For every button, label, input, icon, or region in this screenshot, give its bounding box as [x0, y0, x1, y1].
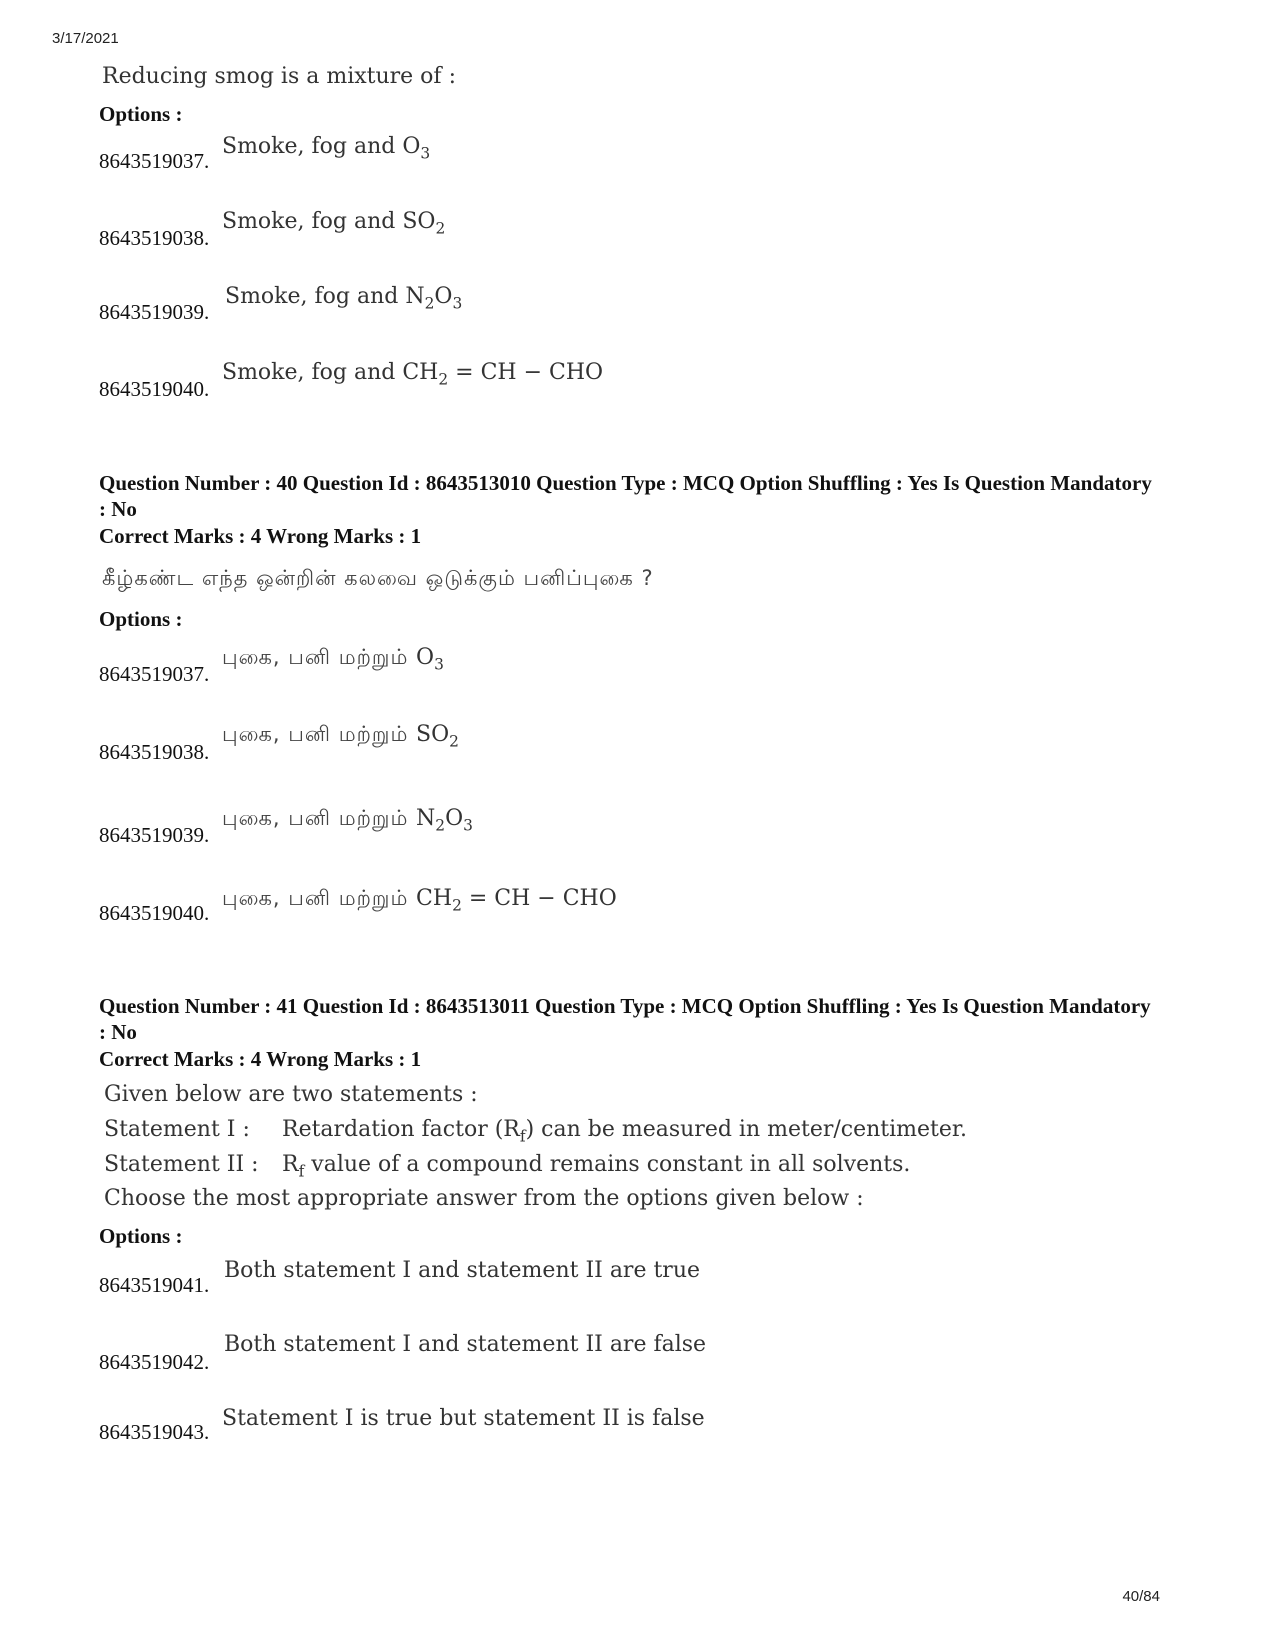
statement-1-label: Statement I :	[104, 1117, 250, 1142]
options-label: Options :	[99, 102, 183, 126]
question-text: கீழ்கண்ட எந்த ஒன்றின் கலவை ஒடுக்கும் பனிப்புகை ?	[102, 566, 654, 590]
option-id: 8643519040.	[99, 377, 210, 401]
question-text: Reducing smog is a mixture of :	[102, 64, 456, 89]
option-id: 8643519037.	[99, 662, 210, 686]
option-id: 8643519038.	[99, 740, 210, 764]
options-label: Options :	[99, 607, 183, 631]
option-id: 8643519039.	[99, 823, 210, 847]
statement-2-label: Statement II :	[104, 1152, 259, 1177]
option-text: Smoke, fog and $O_3$	[222, 134, 431, 163]
option-text: புகை, பனி மற்றும் $CH_2$ = CH − CHO	[222, 886, 617, 915]
option-text: புகை, பனி மற்றும் $N_2O_3$	[222, 806, 473, 835]
option-id: 8643519040.	[99, 901, 210, 925]
option-id: 8643519037.	[99, 149, 210, 173]
option-text: Smoke, fog and $N_2O_3$	[225, 284, 463, 313]
option-id: 8643519038.	[99, 226, 210, 250]
option-text: புகை, பனி மற்றும் $SO_2$	[222, 722, 459, 751]
question-marks: Correct Marks : 4 Wrong Marks : 1	[99, 1047, 422, 1071]
question-meta: Question Number : 40 Question Id : 8643513010 Question Type : MCQ Option Shuffling : Yes Is Question Mandatory : No	[99, 471, 1152, 521]
option-id: 8643519042.	[99, 1350, 210, 1374]
print-date: 3/17/2021	[52, 30, 119, 47]
option-id: 8643519039.	[99, 300, 210, 324]
option-text: Both statement I and statement II are false	[224, 1332, 707, 1357]
option-text: புகை, பனி மற்றும் $O_3$	[222, 645, 444, 674]
statement-2-text: $R_f$ value of a compound remains constant in all solvents.	[282, 1152, 911, 1181]
question-instruction: Choose the most appropriate answer from the options given below :	[104, 1186, 864, 1211]
option-text: Statement I is true but statement II is false	[222, 1406, 705, 1431]
option-id: 8643519041.	[99, 1273, 210, 1297]
question-intro: Given below are two statements :	[104, 1082, 478, 1107]
statement-1-text: Retardation factor $(R_f)$ can be measured in meter/centimeter.	[282, 1117, 968, 1146]
option-text: Both statement I and statement II are true	[224, 1258, 701, 1283]
page-number: 40/84	[1122, 1588, 1160, 1605]
option-text: Smoke, fog and $SO_2$	[222, 209, 446, 238]
options-label: Options :	[99, 1224, 183, 1248]
question-meta: Question Number : 41 Question Id : 8643513011 Question Type : MCQ Option Shuffling : Yes Is Question Mandatory : No	[99, 994, 1151, 1044]
option-text: Smoke, fog and $CH_2$ = CH − CHO	[222, 360, 604, 389]
option-id: 8643519043.	[99, 1420, 210, 1444]
question-marks: Correct Marks : 4 Wrong Marks : 1	[99, 524, 422, 548]
